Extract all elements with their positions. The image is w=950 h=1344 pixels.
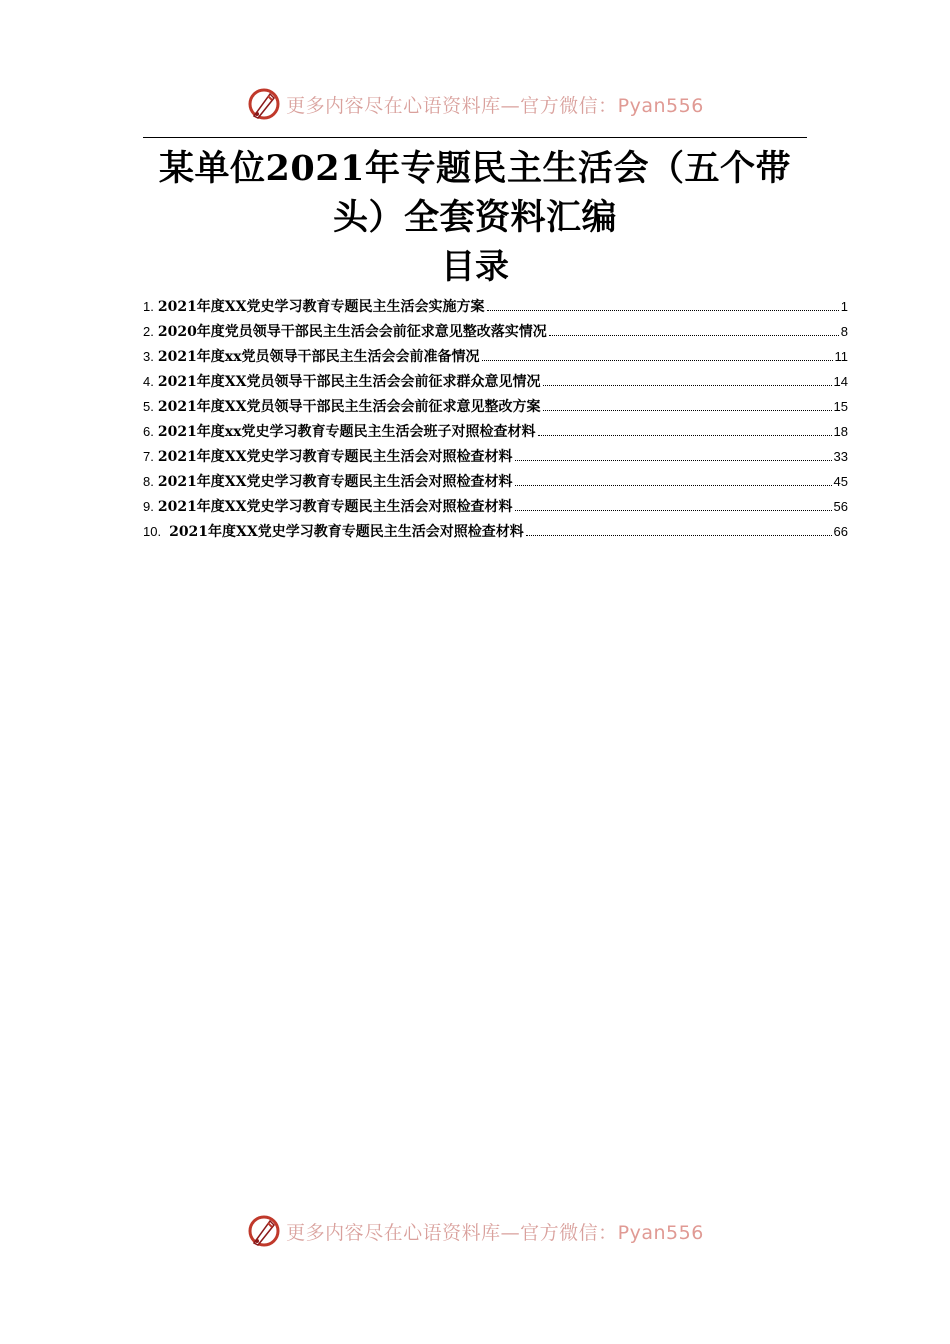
toc-entry-number: 7. — [143, 449, 154, 464]
toc-entry[interactable] — [143, 496, 848, 521]
toc-entry-title: 2020年度党员领导干部民主生活会会前征求意见整改落实情况 — [157, 324, 547, 340]
toc-entry-number: 2. — [143, 324, 154, 339]
banner-text — [286, 91, 704, 118]
toc-entry-title: 2021年度xx党史学习教育专题民主生活会班子对照检查材料 — [157, 424, 536, 440]
toc-dot-leader — [526, 535, 832, 536]
toc-entry-page: 18 — [833, 424, 848, 439]
toc-dot-leader — [515, 510, 832, 511]
footer-banner — [0, 1209, 950, 1253]
toc-entry-title: 2021年度XX党史学习教育专题民主生活会实施方案 — [157, 299, 485, 315]
toc-dot-leader — [515, 485, 832, 486]
toc-entry[interactable] — [143, 346, 848, 371]
toc-dot-leader — [482, 360, 833, 361]
toc-entry[interactable] — [143, 371, 848, 396]
toc-entry-number: 10. — [143, 524, 162, 539]
toc-entry-title: 2021年度XX党史学习教育专题民主生活会对照检查材料 — [157, 499, 513, 515]
toc-entry-number: 4. — [143, 374, 154, 389]
toc-entry-page: 56 — [833, 499, 848, 514]
toc-entry-page: 8 — [840, 324, 848, 339]
toc-entry[interactable] — [143, 296, 848, 321]
toc-dot-leader — [543, 385, 832, 386]
banner-wechat-id: Pyan556 — [617, 1221, 704, 1244]
toc-entry[interactable] — [143, 521, 848, 546]
toc-entry-number: 3. — [143, 349, 154, 364]
toc-entry-page: 66 — [833, 524, 848, 539]
toc-entry-page: 33 — [833, 449, 848, 464]
toc-entry-page: 14 — [833, 374, 848, 389]
banner-wechat-id: Pyan556 — [617, 94, 704, 117]
banner-text — [286, 1218, 704, 1245]
pen-nib-logo-icon — [246, 1213, 282, 1249]
banner-text-cn: 更多内容尽在心语资料库—官方微信： — [286, 1221, 618, 1244]
toc-entry[interactable] — [143, 396, 848, 421]
toc-dot-leader — [538, 435, 832, 436]
pen-nib-logo-icon — [246, 86, 282, 122]
toc-dot-leader — [543, 410, 832, 411]
toc-entry-title: 2021年度XX党史学习教育专题民主生活会对照检查材料 — [157, 474, 513, 490]
toc-entry-title: 2021年度XX党史学习教育专题民主生活会对照检查材料 — [157, 449, 513, 465]
toc-entry[interactable] — [143, 421, 848, 446]
toc-entry-number: 5. — [143, 399, 154, 414]
toc-entry[interactable] — [143, 446, 848, 471]
toc-entry-page: 45 — [833, 474, 848, 489]
toc-entry-title: 2021年度XX党史学习教育专题民主生活会对照检查材料 — [169, 524, 524, 540]
toc-entry-page: 11 — [834, 349, 848, 364]
document-title: 某单位2021年专题民主生活会（五个带头）全套资料汇编 — [159, 148, 791, 238]
banner-text-cn: 更多内容尽在心语资料库—官方微信： — [286, 94, 618, 117]
toc-dot-leader — [515, 460, 832, 461]
toc-heading: 目录 — [441, 247, 509, 287]
toc-entry-title: 2021年度XX党员领导干部民主生活会会前征求意见整改方案 — [157, 399, 541, 415]
toc-entry-page: 1 — [840, 299, 848, 314]
toc-entry-title: 2021年度XX党员领导干部民主生活会会前征求群众意见情况 — [157, 374, 541, 390]
toc-entry-number: 8. — [143, 474, 154, 489]
header-rule — [143, 137, 807, 138]
table-of-contents — [143, 296, 848, 546]
toc-dot-leader — [549, 335, 839, 336]
toc-entry-number: 9. — [143, 499, 154, 514]
toc-entry[interactable] — [143, 321, 848, 346]
toc-entry-page: 15 — [833, 399, 848, 414]
toc-entry-number: 6. — [143, 424, 154, 439]
header-banner — [0, 82, 950, 126]
toc-entry-title: 2021年度xx党员领导干部民主生活会会前准备情况 — [157, 349, 480, 365]
toc-entry[interactable] — [143, 471, 848, 496]
toc-entry-number: 1. — [143, 299, 154, 314]
toc-dot-leader — [487, 310, 839, 311]
